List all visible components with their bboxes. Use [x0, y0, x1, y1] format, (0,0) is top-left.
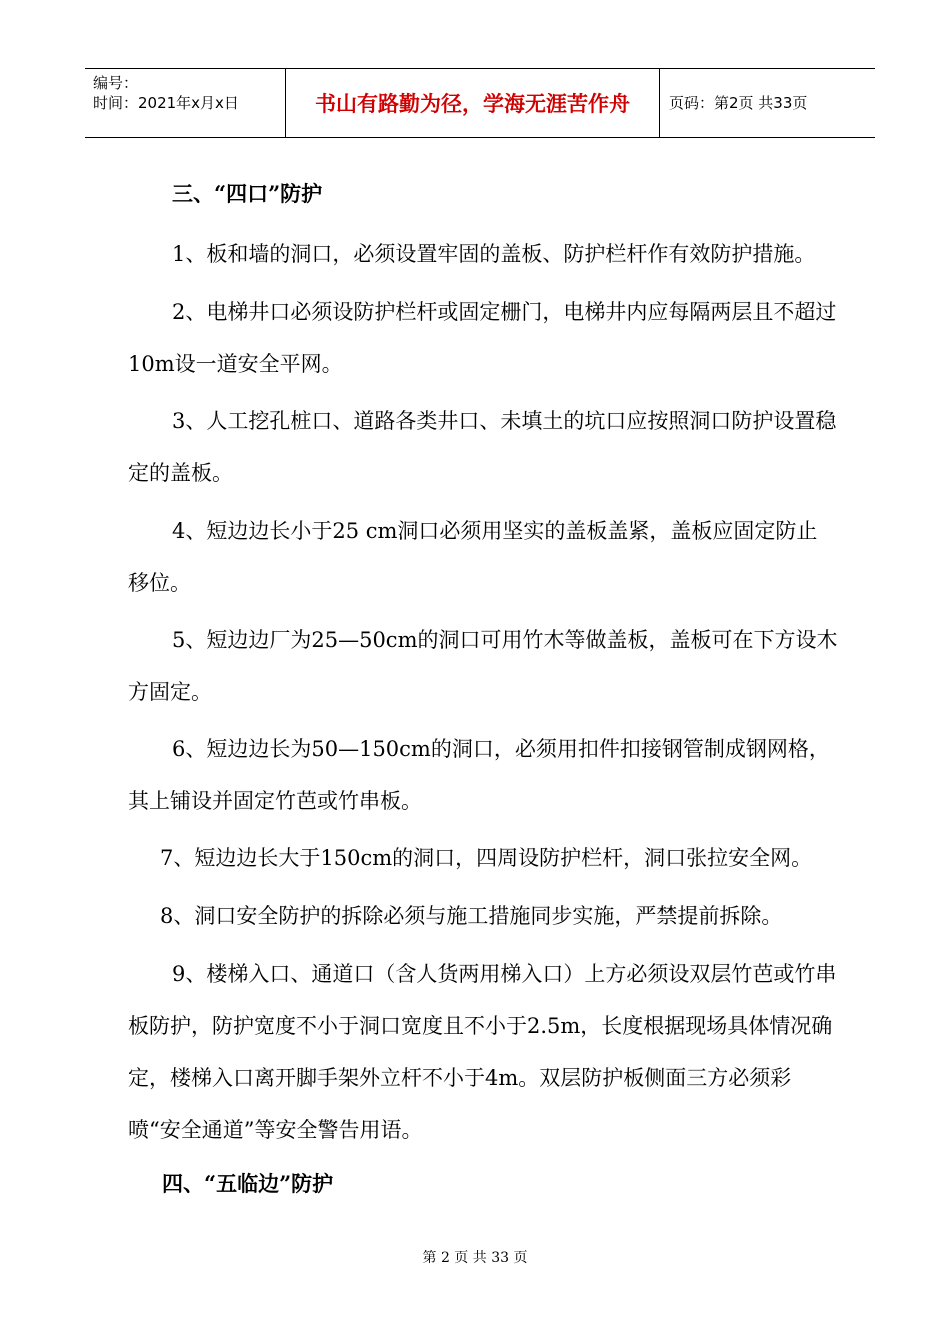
document-number-label: 编号：	[93, 74, 139, 92]
paragraph-text: 3、人工挖孔桩口、道路各类井口、未填土的坑口应按照洞口防护设置稳定的盖板。	[128, 409, 837, 485]
header-motto-cell	[285, 69, 660, 137]
paragraph-text: 8、洞口安全防护的拆除必须与施工措施同步实施，严禁提前拆除。	[160, 904, 783, 928]
header-left-cell	[85, 69, 285, 137]
header-page-code: 页码：第2页 共33页	[669, 94, 808, 112]
paragraph-item-2	[128, 286, 838, 390]
paragraph-text: 1、板和墙的洞口，必须设置牢固的盖板、防护栏杆作有效防护措施。	[172, 242, 816, 266]
section-title-si-kou: 三、“四口”防护	[172, 181, 323, 206]
paragraph-item-4	[128, 505, 838, 609]
paragraph-item-9	[128, 948, 838, 1156]
section-title-wu-lin-bian: 四、“五临边”防护	[162, 1171, 334, 1196]
paragraph-text: 2、电梯井口必须设防护栏杆或固定栅门，电梯井内应每隔两层且不超过10m设一道安全平网。	[128, 300, 837, 376]
paragraph-text: 7、短边边长大于150cm的洞口，四周设防护栏杆，洞口张拉安全网。	[160, 846, 813, 870]
paragraph-item-1	[128, 228, 838, 280]
paragraph-item-7	[128, 832, 838, 884]
document-time-label: 时间：2021年x月x日	[93, 94, 239, 112]
paragraph-item-3	[128, 395, 838, 499]
paragraph-item-5	[128, 614, 838, 718]
paragraph-item-8	[128, 890, 838, 942]
paragraph-text: 4、短边边长小于25 cm洞口必须用坚实的盖板盖紧，盖板应固定防止移位。	[128, 519, 818, 595]
paragraph-text: 6、短边边长为50—150cm的洞口，必须用扣件扣接钢管制成钢网格，其上铺设并固定竹芭或竹串板。	[128, 737, 830, 813]
paragraph-text: 9、楼梯入口、通道口（含人货两用梯入口）上方必须设双层竹芭或竹串板防护，防护宽度不小于洞口宽度且不小于2.5m，长度根据现场具体情况确定，楼梯入口离开脚手架外立杆不小于4m。双层防护板侧面三方必须彩喷“安全通道”等安全警告用语。	[128, 962, 837, 1142]
page-footer: 第 2 页 共 33 页	[422, 1250, 528, 1266]
paragraph-item-6	[128, 723, 838, 827]
header-page-cell	[659, 69, 875, 137]
paragraph-text: 5、短边边厂为25—50cm的洞口可用竹木等做盖板，盖板可在下方设木方固定。	[128, 628, 838, 704]
header-motto: 书山有路勤为径，学海无涯苦作舟	[315, 92, 630, 116]
page-header	[85, 68, 875, 138]
